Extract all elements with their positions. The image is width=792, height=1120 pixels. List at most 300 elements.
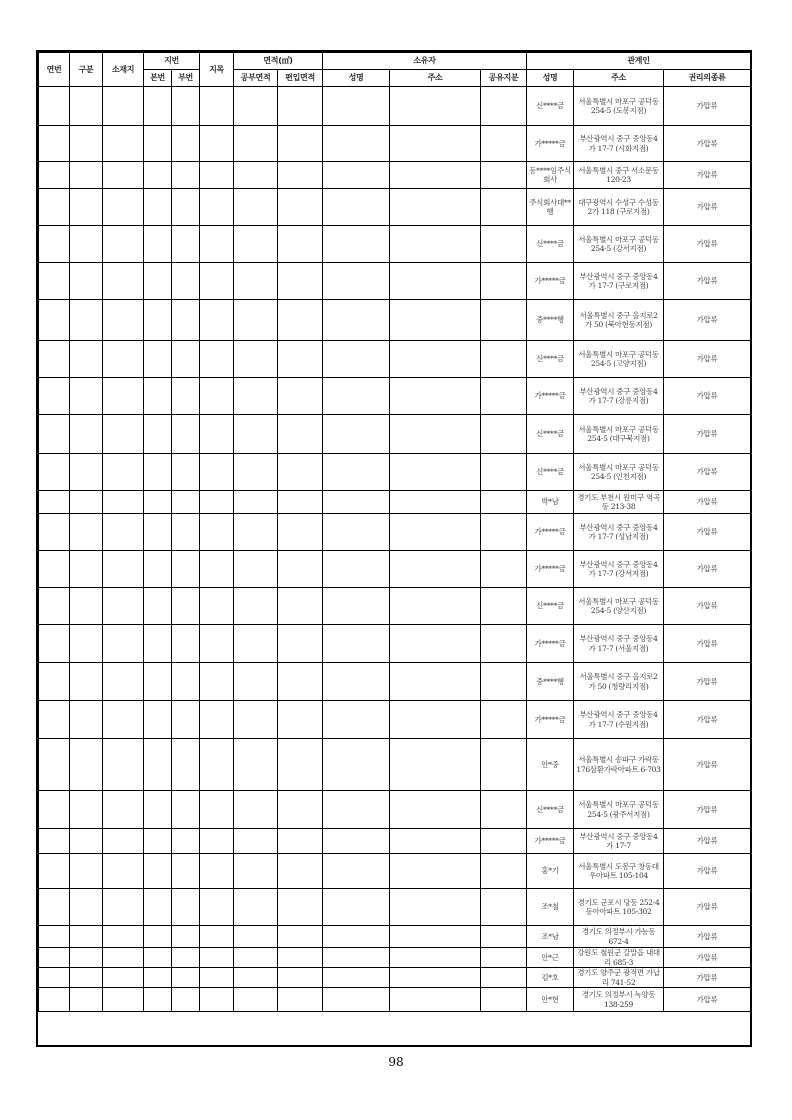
cell-owner-name — [323, 126, 390, 162]
cell-seq — [39, 968, 70, 988]
cell-type — [70, 491, 103, 514]
table-row — [39, 87, 751, 126]
cell-related-name: 가*****금 — [527, 701, 574, 739]
cell-lot-main — [144, 126, 172, 162]
cell-type — [70, 701, 103, 739]
cell-seq — [39, 300, 70, 341]
cell-location — [103, 263, 144, 300]
header-area-public: 공부면적 — [234, 70, 278, 87]
cell-seq — [39, 454, 70, 491]
cell-type — [70, 300, 103, 341]
table-row — [39, 551, 751, 588]
cell-area-included — [278, 889, 323, 926]
cell-location — [103, 625, 144, 663]
cell-owner-share — [481, 948, 527, 968]
cell-land-category — [200, 889, 234, 926]
cell-owner-name — [323, 829, 390, 854]
cell-owner-name — [323, 263, 390, 300]
cell-type — [70, 948, 103, 968]
table-row — [39, 854, 751, 889]
cell-land-category — [200, 226, 234, 263]
cell-right-type: 가압류 — [664, 889, 751, 926]
cell-land-category — [200, 854, 234, 889]
cell-area-public — [234, 226, 278, 263]
cell-lot-main — [144, 226, 172, 263]
cell-right-type: 가압류 — [664, 625, 751, 663]
cell-seq — [39, 829, 70, 854]
cell-related-name: 주식회사대**행 — [527, 189, 574, 226]
cell-seq — [39, 791, 70, 829]
cell-owner-address — [390, 701, 481, 739]
cell-area-included — [278, 926, 323, 948]
cell-type — [70, 968, 103, 988]
cell-land-category — [200, 263, 234, 300]
cell-lot-main — [144, 701, 172, 739]
cell-related-name: 동****임주식회사 — [527, 162, 574, 189]
table-row — [39, 948, 751, 968]
cell-right-type: 가압류 — [664, 739, 751, 791]
cell-area-public — [234, 300, 278, 341]
cell-owner-share — [481, 829, 527, 854]
cell-right-type: 가압류 — [664, 551, 751, 588]
cell-area-included — [278, 126, 323, 162]
cell-area-included — [278, 189, 323, 226]
cell-area-included — [278, 551, 323, 588]
cell-lot-sub — [172, 701, 200, 739]
cell-right-type: 가압류 — [664, 126, 751, 162]
cell-owner-name — [323, 300, 390, 341]
cell-related-address: 강원도 철원군 갈말읍 내대리 685-3 — [574, 948, 664, 968]
cell-related-name: 가*****금 — [527, 514, 574, 551]
cell-type — [70, 341, 103, 378]
cell-land-category — [200, 87, 234, 126]
cell-owner-address — [390, 854, 481, 889]
cell-area-included — [278, 988, 323, 1012]
cell-related-name: 신****금 — [527, 87, 574, 126]
cell-owner-share — [481, 663, 527, 701]
cell-owner-address — [390, 948, 481, 968]
cell-right-type: 가압류 — [664, 926, 751, 948]
cell-location — [103, 791, 144, 829]
cell-related-name: 가*****금 — [527, 625, 574, 663]
cell-area-included — [278, 454, 323, 491]
cell-seq — [39, 226, 70, 263]
cell-area-included — [278, 854, 323, 889]
cell-land-category — [200, 189, 234, 226]
table-row — [39, 415, 751, 454]
cell-area-public — [234, 588, 278, 625]
cell-right-type: 가압류 — [664, 968, 751, 988]
cell-related-address: 경기도 의정부시 녹양동 138-259 — [574, 988, 664, 1012]
table-row — [39, 829, 751, 854]
table-row — [39, 341, 751, 378]
page-number: 98 — [388, 1055, 404, 1069]
cell-area-public — [234, 454, 278, 491]
cell-location — [103, 87, 144, 126]
cell-lot-sub — [172, 126, 200, 162]
cell-owner-address — [390, 625, 481, 663]
cell-owner-share — [481, 926, 527, 948]
cell-location — [103, 341, 144, 378]
header-area-included: 편입면적 — [278, 70, 323, 87]
header-land-category: 지목 — [200, 53, 234, 87]
cell-owner-share — [481, 889, 527, 926]
cell-type — [70, 663, 103, 701]
header-lot-main: 본번 — [144, 70, 172, 87]
cell-location — [103, 300, 144, 341]
cell-land-category — [200, 829, 234, 854]
cell-owner-share — [481, 415, 527, 454]
cell-owner-name — [323, 889, 390, 926]
cell-lot-sub — [172, 588, 200, 625]
cell-area-public — [234, 189, 278, 226]
cell-area-public — [234, 791, 278, 829]
header-rel-address: 주소 — [574, 70, 664, 87]
cell-location — [103, 226, 144, 263]
header-location: 소재지 — [103, 53, 144, 87]
cell-area-included — [278, 663, 323, 701]
cell-area-public — [234, 87, 278, 126]
cell-location — [103, 162, 144, 189]
cell-location — [103, 968, 144, 988]
cell-area-public — [234, 341, 278, 378]
cell-lot-sub — [172, 491, 200, 514]
cell-area-public — [234, 948, 278, 968]
cell-owner-name — [323, 625, 390, 663]
cell-related-address: 경기도 군포시 당동 252-4동아아파트 105-302 — [574, 889, 664, 926]
cell-owner-address — [390, 551, 481, 588]
cell-seq — [39, 189, 70, 226]
cell-area-included — [278, 625, 323, 663]
cell-type — [70, 415, 103, 454]
cell-related-address: 부산광역시 중구 중앙동4가 17-7 (강서지점) — [574, 551, 664, 588]
cell-seq — [39, 663, 70, 701]
cell-location — [103, 739, 144, 791]
cell-related-address: 서울특별시 마포구 공덕동 254-5 (강서지점) — [574, 226, 664, 263]
cell-owner-name — [323, 663, 390, 701]
cell-lot-main — [144, 551, 172, 588]
cell-location — [103, 663, 144, 701]
cell-area-public — [234, 663, 278, 701]
cell-land-category — [200, 378, 234, 415]
cell-owner-name — [323, 378, 390, 415]
cell-seq — [39, 87, 70, 126]
cell-owner-name — [323, 988, 390, 1012]
cell-area-included — [278, 948, 323, 968]
cell-lot-sub — [172, 926, 200, 948]
header-rel-name: 성명 — [527, 70, 574, 87]
cell-area-public — [234, 889, 278, 926]
cell-related-name: 신****금 — [527, 588, 574, 625]
cell-location — [103, 491, 144, 514]
cell-land-category — [200, 491, 234, 514]
cell-lot-main — [144, 415, 172, 454]
cell-location — [103, 854, 144, 889]
cell-owner-address — [390, 829, 481, 854]
cell-owner-address — [390, 514, 481, 551]
cell-type — [70, 625, 103, 663]
cell-owner-address — [390, 87, 481, 126]
cell-area-public — [234, 739, 278, 791]
cell-owner-address — [390, 988, 481, 1012]
cell-land-category — [200, 791, 234, 829]
cell-area-public — [234, 162, 278, 189]
cell-owner-name — [323, 551, 390, 588]
cell-owner-address — [390, 968, 481, 988]
cell-seq — [39, 378, 70, 415]
cell-right-type: 가압류 — [664, 226, 751, 263]
cell-right-type: 가압류 — [664, 300, 751, 341]
cell-related-address: 서울특별시 마포구 공덕동 254-5 (인천지점) — [574, 454, 664, 491]
cell-related-address: 대구광역시 수성구 수성동2가 118 (구로지점) — [574, 189, 664, 226]
cell-right-type: 가압류 — [664, 663, 751, 701]
cell-land-category — [200, 588, 234, 625]
cell-related-name: 가*****금 — [527, 378, 574, 415]
cell-right-type: 가압류 — [664, 948, 751, 968]
cell-related-address: 서울특별시 마포구 공덕동 254-5 (도봉지점) — [574, 87, 664, 126]
cell-owner-address — [390, 162, 481, 189]
cell-area-public — [234, 968, 278, 988]
cell-location — [103, 126, 144, 162]
table-row — [39, 378, 751, 415]
cell-land-category — [200, 968, 234, 988]
cell-land-category — [200, 126, 234, 162]
cell-owner-name — [323, 514, 390, 551]
cell-owner-share — [481, 588, 527, 625]
cell-owner-name — [323, 854, 390, 889]
cell-related-name: 가*****금 — [527, 551, 574, 588]
cell-seq — [39, 126, 70, 162]
table-row — [39, 968, 751, 988]
cell-owner-share — [481, 126, 527, 162]
cell-related-address: 서울특별시 마포구 공덕동 254-5 (대구북지점) — [574, 415, 664, 454]
cell-seq — [39, 701, 70, 739]
cell-related-address: 부산광역시 중구 중앙동4가 17-7 (수원지점) — [574, 701, 664, 739]
cell-seq — [39, 551, 70, 588]
cell-area-public — [234, 126, 278, 162]
table-row — [39, 491, 751, 514]
cell-related-address: 부산광역시 중구 중앙동4가 17-7 — [574, 829, 664, 854]
cell-related-address: 경기도 양주군 광적면 가납리 741-52 — [574, 968, 664, 988]
cell-location — [103, 829, 144, 854]
cell-seq — [39, 514, 70, 551]
cell-owner-name — [323, 226, 390, 263]
cell-owner-share — [481, 341, 527, 378]
cell-lot-sub — [172, 791, 200, 829]
cell-area-included — [278, 829, 323, 854]
cell-type — [70, 162, 103, 189]
cell-related-name: 조*남 — [527, 926, 574, 948]
header-seq: 연번 — [39, 53, 70, 87]
cell-lot-main — [144, 926, 172, 948]
cell-area-included — [278, 514, 323, 551]
cell-land-category — [200, 300, 234, 341]
cell-lot-main — [144, 378, 172, 415]
cell-lot-main — [144, 791, 172, 829]
cell-owner-address — [390, 378, 481, 415]
cell-land-category — [200, 415, 234, 454]
cell-owner-address — [390, 588, 481, 625]
cell-owner-address — [390, 263, 481, 300]
cell-lot-main — [144, 341, 172, 378]
cell-right-type: 가압류 — [664, 701, 751, 739]
cell-location — [103, 551, 144, 588]
cell-related-name: 안*중 — [527, 739, 574, 791]
cell-owner-share — [481, 625, 527, 663]
cell-owner-address — [390, 791, 481, 829]
table-row — [39, 926, 751, 948]
cell-type — [70, 378, 103, 415]
cell-right-type: 가압류 — [664, 588, 751, 625]
cell-lot-main — [144, 263, 172, 300]
cell-lot-sub — [172, 948, 200, 968]
cell-owner-share — [481, 854, 527, 889]
header-lot-sub: 부번 — [172, 70, 200, 87]
cell-owner-address — [390, 300, 481, 341]
cell-lot-main — [144, 829, 172, 854]
cell-land-category — [200, 988, 234, 1012]
cell-seq — [39, 988, 70, 1012]
cell-owner-share — [481, 189, 527, 226]
cell-type — [70, 889, 103, 926]
cell-related-name: 김*호 — [527, 968, 574, 988]
table-row — [39, 791, 751, 829]
cell-lot-main — [144, 889, 172, 926]
cell-location — [103, 514, 144, 551]
header-lot: 지번 — [144, 53, 200, 70]
cell-location — [103, 988, 144, 1012]
table-header — [39, 53, 751, 87]
cell-owner-address — [390, 226, 481, 263]
cell-related-name: 신****금 — [527, 791, 574, 829]
cell-owner-name — [323, 87, 390, 126]
cell-lot-sub — [172, 263, 200, 300]
cell-land-category — [200, 663, 234, 701]
cell-related-name: 가*****금 — [527, 829, 574, 854]
cell-type — [70, 926, 103, 948]
cell-right-type: 가압류 — [664, 791, 751, 829]
cell-lot-main — [144, 625, 172, 663]
cell-owner-name — [323, 454, 390, 491]
cell-related-address: 부산광역시 중구 중앙동4가 17-7 (강릉지점) — [574, 378, 664, 415]
cell-lot-sub — [172, 625, 200, 663]
cell-lot-sub — [172, 854, 200, 889]
cell-lot-sub — [172, 889, 200, 926]
cell-right-type: 가압류 — [664, 162, 751, 189]
cell-lot-main — [144, 663, 172, 701]
cell-owner-share — [481, 454, 527, 491]
cell-owner-name — [323, 791, 390, 829]
cell-related-address: 경기도 의정부시 가능동 672-4 — [574, 926, 664, 948]
cell-owner-share — [481, 378, 527, 415]
cell-related-name: 홍*기 — [527, 854, 574, 889]
cell-related-name: 신****금 — [527, 341, 574, 378]
cell-lot-sub — [172, 663, 200, 701]
cell-area-included — [278, 378, 323, 415]
table-row — [39, 454, 751, 491]
cell-type — [70, 226, 103, 263]
cell-related-name: 박*남 — [527, 491, 574, 514]
cell-lot-sub — [172, 829, 200, 854]
cell-location — [103, 378, 144, 415]
cell-lot-sub — [172, 988, 200, 1012]
cell-lot-main — [144, 162, 172, 189]
table-row — [39, 263, 751, 300]
cell-type — [70, 126, 103, 162]
cell-area-included — [278, 588, 323, 625]
cell-related-name: 중****행 — [527, 663, 574, 701]
cell-related-name: 신****금 — [527, 454, 574, 491]
cell-lot-main — [144, 300, 172, 341]
cell-lot-sub — [172, 968, 200, 988]
cell-type — [70, 514, 103, 551]
cell-right-type: 가압류 — [664, 263, 751, 300]
cell-owner-name — [323, 588, 390, 625]
header-owner-address: 주소 — [390, 70, 481, 87]
cell-land-category — [200, 514, 234, 551]
cell-lot-sub — [172, 378, 200, 415]
cell-location — [103, 189, 144, 226]
cell-lot-main — [144, 968, 172, 988]
cell-area-public — [234, 988, 278, 1012]
cell-related-address: 서울특별시 중구 서소문동 120-23 — [574, 162, 664, 189]
header-area: 면적(㎡) — [234, 53, 323, 70]
cell-related-address: 서울특별시 도봉구 창동대우아파트 105-104 — [574, 854, 664, 889]
table-row — [39, 988, 751, 1012]
cell-land-category — [200, 948, 234, 968]
cell-area-included — [278, 739, 323, 791]
cell-land-category — [200, 162, 234, 189]
cell-seq — [39, 491, 70, 514]
table-row — [39, 162, 751, 189]
cell-lot-sub — [172, 551, 200, 588]
table-row — [39, 126, 751, 162]
cell-related-name: 가*****금 — [527, 126, 574, 162]
cell-owner-name — [323, 189, 390, 226]
cell-related-address: 서울특별시 마포구 공덕동 254-5 (광주서지점) — [574, 791, 664, 829]
cell-location — [103, 948, 144, 968]
header-rel-right: 권리의종류 — [664, 70, 751, 87]
cell-lot-main — [144, 739, 172, 791]
cell-type — [70, 454, 103, 491]
cell-type — [70, 551, 103, 588]
cell-area-public — [234, 854, 278, 889]
cell-owner-address — [390, 889, 481, 926]
cell-owner-name — [323, 926, 390, 948]
cell-location — [103, 889, 144, 926]
cell-owner-address — [390, 126, 481, 162]
cell-area-included — [278, 701, 323, 739]
cell-land-category — [200, 701, 234, 739]
cell-seq — [39, 588, 70, 625]
cell-area-public — [234, 263, 278, 300]
cell-owner-share — [481, 701, 527, 739]
cell-owner-name — [323, 491, 390, 514]
cell-right-type: 가압류 — [664, 988, 751, 1012]
cell-owner-name — [323, 341, 390, 378]
cell-area-included — [278, 87, 323, 126]
cell-area-public — [234, 551, 278, 588]
table-row — [39, 889, 751, 926]
cell-area-included — [278, 415, 323, 454]
cell-type — [70, 588, 103, 625]
cell-land-category — [200, 551, 234, 588]
cell-right-type: 가압류 — [664, 189, 751, 226]
cell-lot-main — [144, 491, 172, 514]
cell-owner-address — [390, 415, 481, 454]
cell-land-category — [200, 625, 234, 663]
cell-related-address: 경기도 부천시 원미구 역곡동 213-38 — [574, 491, 664, 514]
